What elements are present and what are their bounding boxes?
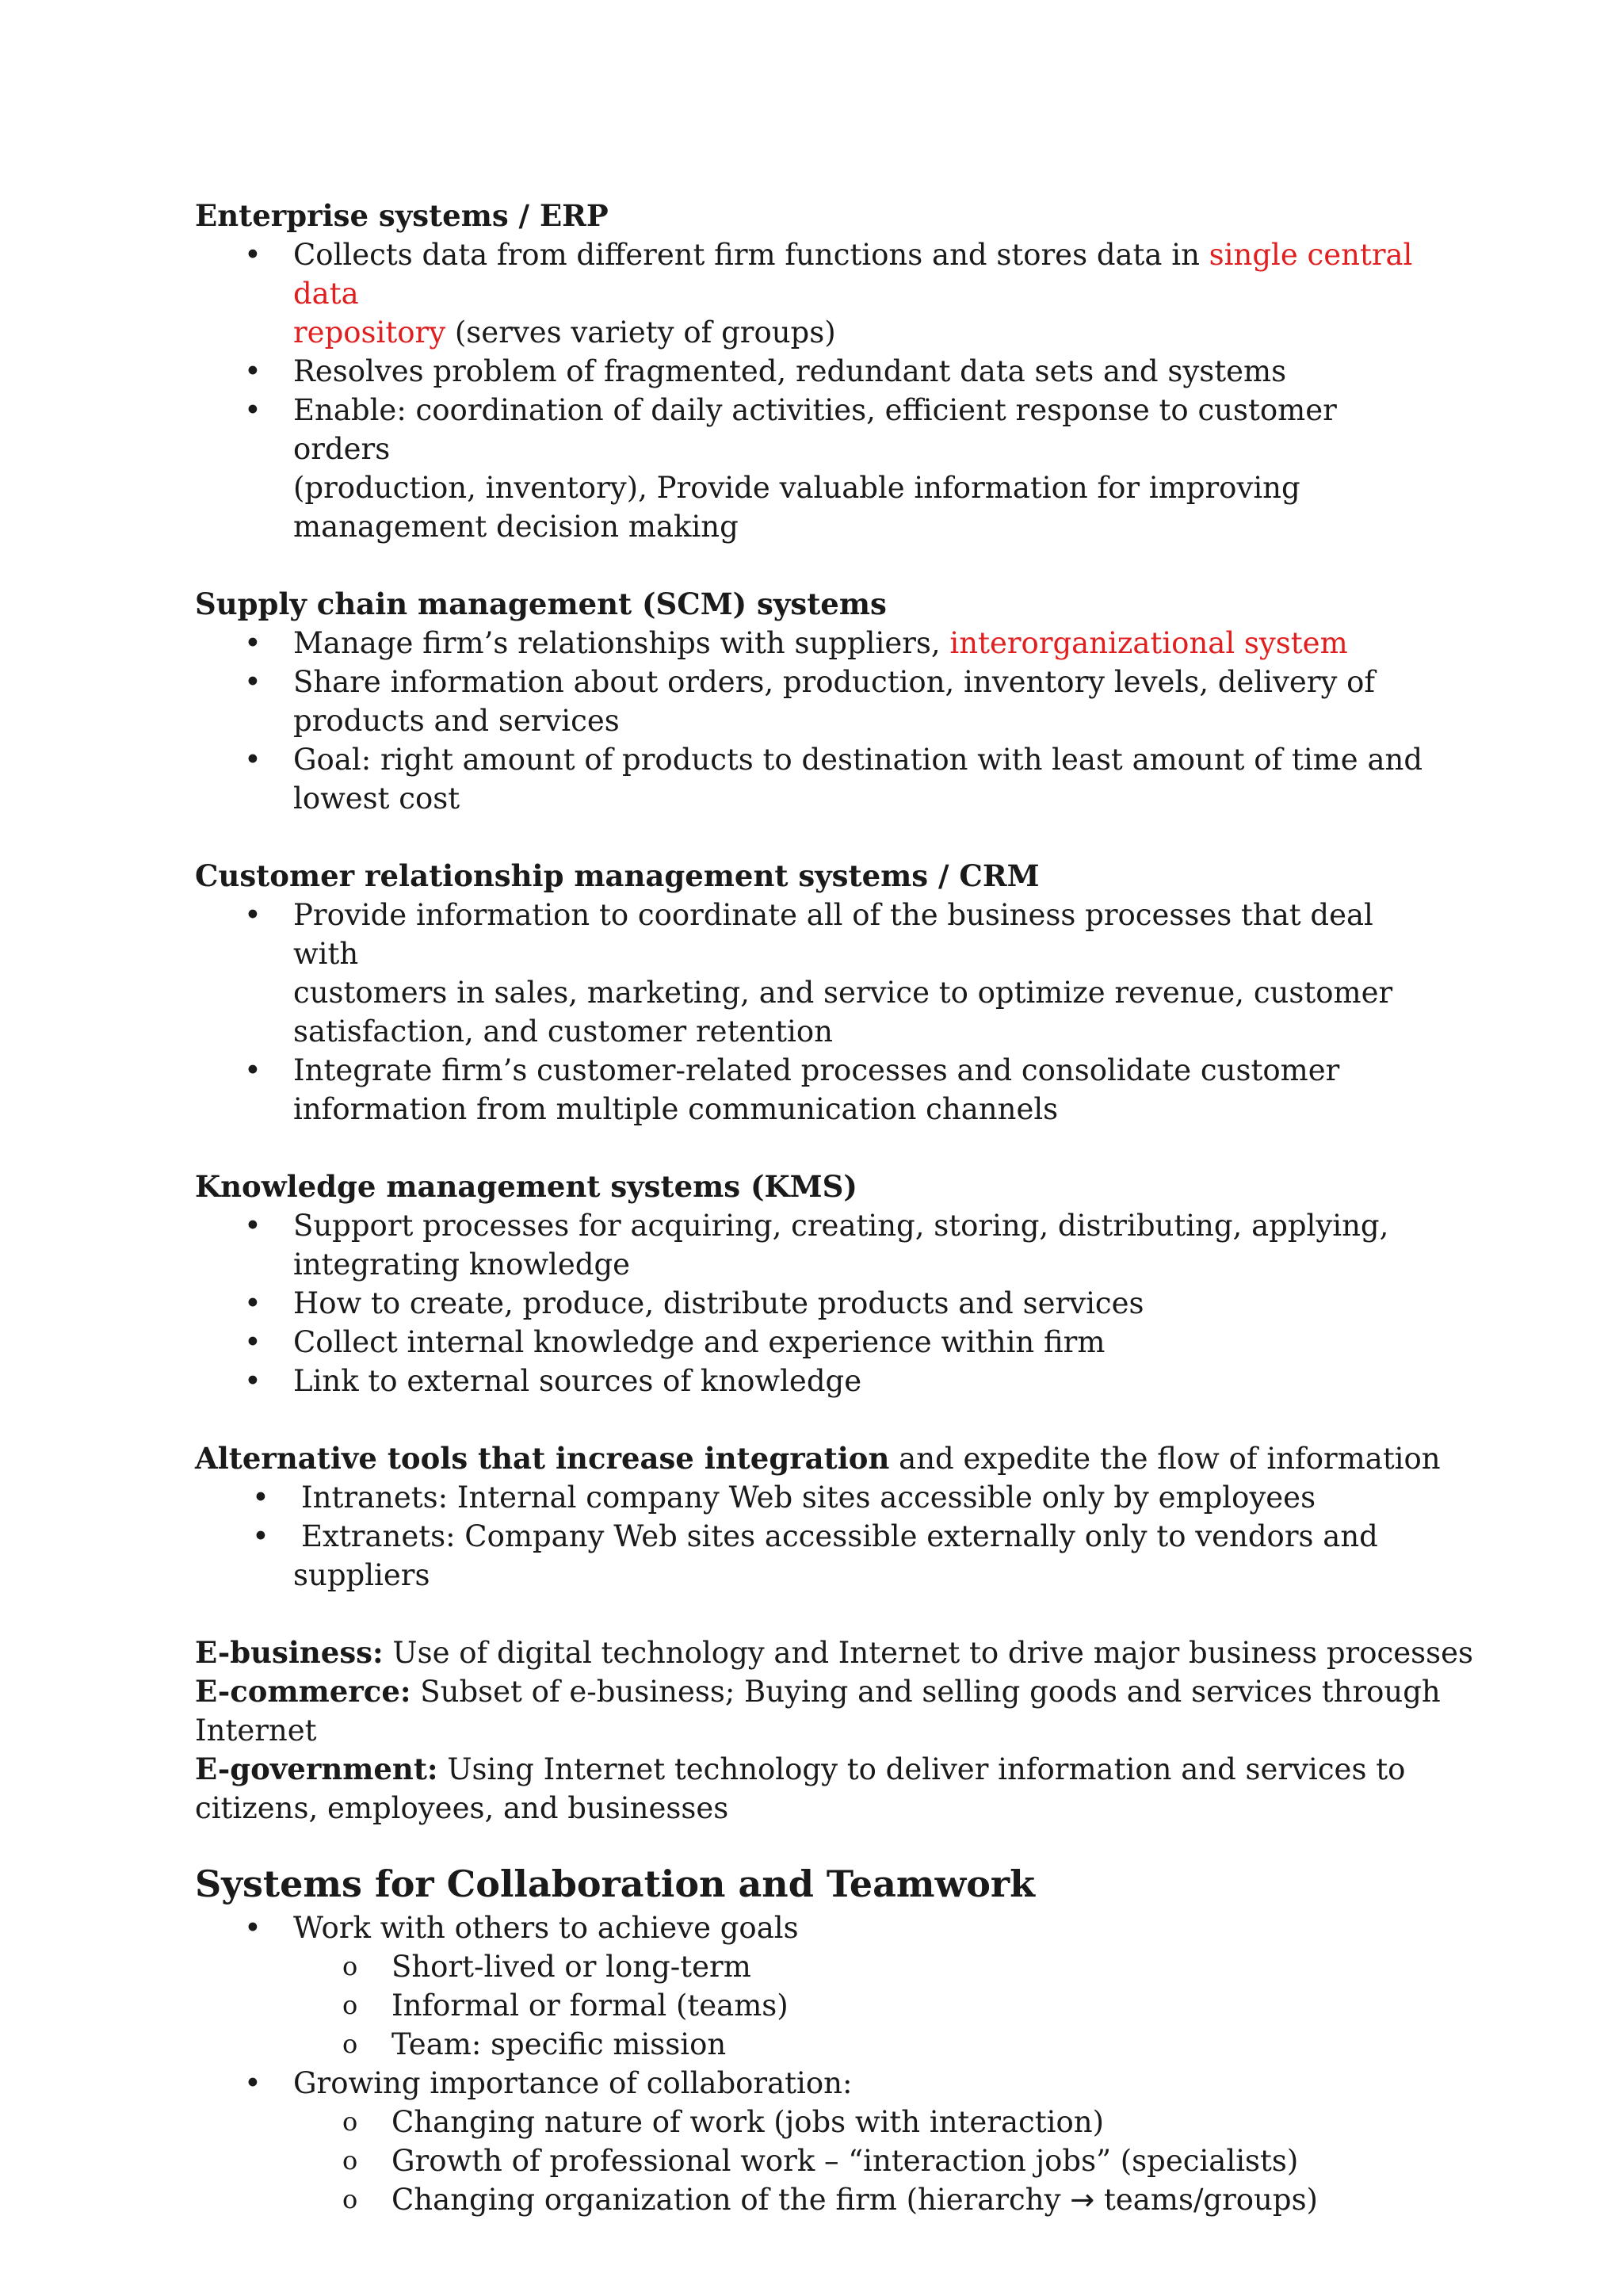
highlight-text: interorganizational system [949,626,1348,660]
bullet-icon: • [244,393,262,427]
list-item: • Support processes for acquiring, creating, storing, distributing, applying, integrating knowledge [195,1206,1431,1284]
circle-bullet-icon: o [342,1951,358,1981]
ebusiness-definition: E-business: Use of digital technology and Internet to drive major business processes [195,1635,1473,1670]
highlight-text: repository [293,315,446,350]
crm-list [195,896,1431,1129]
erp-list [195,235,1431,546]
crm-heading: Customer relationship management systems / CRM [195,858,1040,893]
bullet-icon: • [244,1911,262,1945]
list-item: • Resolves problem of fragmented, redundant data sets and systems [195,352,1431,391]
highlight-text: single central data [293,238,1413,311]
circle-bullet-icon: o [342,2029,358,2059]
egovernment-definition: E-government: Using Internet technology to deliver information and services to citizens, employees, and businesses [195,1752,1406,1825]
bullet-icon: • [244,1209,262,1243]
list-item: • How to create, produce, distribute products and services [195,1284,1431,1323]
bullet-icon: • [244,2066,262,2100]
bullet-icon: • [244,626,262,660]
circle-bullet-icon: o [342,2145,358,2176]
list-item: • Share information about orders, production, inventory levels, delivery of products and services [195,663,1431,740]
list-item: • Manage firm’s relationships with suppliers, interorganizational system [195,624,1431,663]
kms-heading: Knowledge management systems (KMS) [195,1169,857,1204]
bullet-icon: • [244,1325,262,1359]
alt-heading: Alternative tools that increase integration and expedite the flow of information [195,1441,1441,1476]
sub-list-item: o Growth of professional work – “interaction jobs” (specialists) [195,2141,1431,2180]
collaboration-heading: Systems for Collaboration and Teamwork [195,1862,1035,1905]
sub-list-item: o Changing nature of work (jobs with interaction) [195,2103,1431,2141]
circle-bullet-icon: o [342,2184,358,2214]
bullet-icon: • [244,743,262,777]
list-item: • Collect internal knowledge and experience within firm [195,1323,1431,1362]
sub-list-item: o Short-lived or long-term [195,1947,1431,1986]
list-item: • Extranets: Company Web sites accessible externally only to vendors and suppliers [195,1517,1431,1595]
bullet-icon: • [244,1286,262,1320]
scm-list [195,624,1431,818]
sub-list-item: o Changing organization of the firm (hierarchy → teams/groups) [195,2180,1431,2219]
list-item: • Enable: coordination of daily activities, efficient response to customer orders (production, inventory), Provide valuable information for improving management decision making [195,391,1431,546]
bullet-icon: • [244,665,262,699]
list-item: • Growing importance of collaboration: [195,2064,1431,2103]
document-page [195,197,1473,2219]
bullet-icon: • [252,1519,269,1553]
bullet-icon: • [244,238,262,272]
bullet-icon: • [244,898,262,932]
list-item: • Provide information to coordinate all of the business processes that deal with customers in sales, marketing, and service to optimize revenue, customer satisfaction, and customer retention [195,896,1431,1051]
list-item: • Intranets: Internal company Web sites accessible only by employees [195,1478,1431,1517]
list-item: • Work with others to achieve goals [195,1908,1431,1947]
erp-heading: Enterprise systems / ERP [195,198,609,233]
scm-heading: Supply chain management (SCM) systems [195,586,887,621]
ecommerce-definition: E-commerce: Subset of e-business; Buying and selling goods and services through Internet [195,1674,1441,1748]
circle-bullet-icon: o [342,2107,358,2137]
kms-list [195,1206,1431,1400]
bullet-icon: • [252,1480,269,1515]
bullet-icon: • [244,1053,262,1087]
right-arrow-icon: → [1070,2183,1095,2217]
circle-bullet-icon: o [342,1990,358,2020]
sub-list-item: o Team: specific mission [195,2025,1431,2064]
bullet-icon: • [244,354,262,388]
list-item: • Collects data from different firm functions and stores data in single central data repository (serves variety of groups) [195,235,1431,352]
list-item: • Goal: right amount of products to destination with least amount of time and lowest cost [195,740,1431,818]
collab-list [195,1908,1431,2219]
list-item: • Link to external sources of knowledge [195,1362,1431,1400]
sub-list-item: o Informal or formal (teams) [195,1986,1431,2025]
list-item: • Integrate firm’s customer-related processes and consolidate customer information from multiple communication channels [195,1051,1431,1129]
bullet-icon: • [244,1364,262,1398]
alt-list [195,1478,1431,1595]
